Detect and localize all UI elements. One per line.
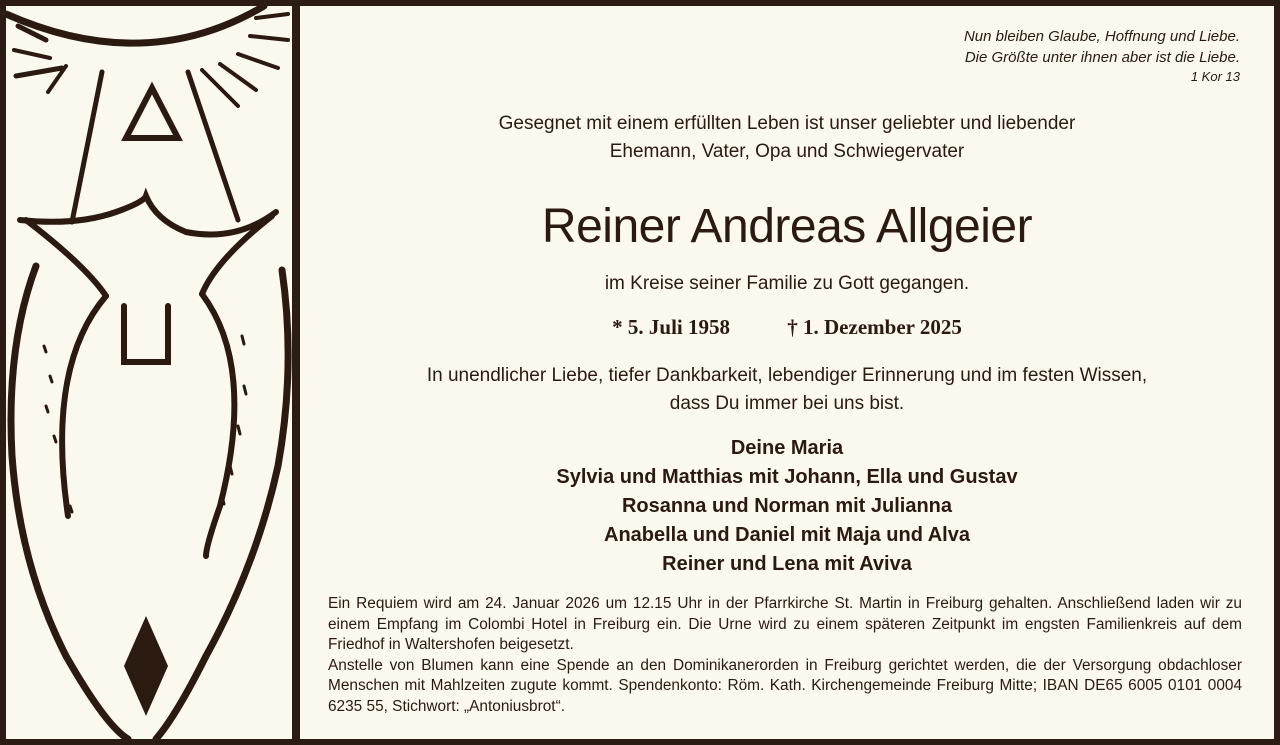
decorative-artwork-panel — [6, 6, 292, 739]
verse-reference: 1 Kor 13 — [1190, 69, 1240, 84]
life-dates — [300, 312, 1274, 342]
obituary-text-panel — [300, 6, 1274, 739]
donation-notice: Anstelle von Blumen kann eine Spende an den Dominikanerorden in Freiburg gerichtet werden, die der Versorgung obdachloser Menschen mit Mahlzeiten zugute kommt. Spendenkonto: Röm. Kath. Kirchengemeinde Freiburg Mitte; IBAN DE65 6005 0101 0004 6235 55, Stichwort: „Antoniusbrot“. — [328, 656, 1242, 715]
sun-and-figure-drawing — [6, 6, 292, 739]
family-line: Reiner und Lena mit Aviva — [662, 553, 912, 575]
family-line: Deine Maria — [730, 437, 844, 459]
birth-date: * 5. Juli 1958 — [612, 315, 731, 339]
family-signatures — [300, 434, 1274, 579]
family-line: Rosanna und Norman mit Julianna — [621, 495, 953, 517]
requiem-notice: Ein Requiem wird am 24. Januar 2026 um 12.15 Uhr in der Pfarrkirche St. Martin in Freiburg gehalten. Anschließend laden wir zu einem Empfang im Colombi Hotel in Freiburg ein. Die Urne wird zu einem späteren Zeitpunkt im engsten Familienkreis auf dem Friedhof in Waltershofen beigesetzt. — [328, 595, 1242, 653]
bible-verse — [964, 26, 1240, 85]
family-line: Anabella und Daniel mit Maja und Alva — [604, 524, 970, 546]
service-notes — [328, 594, 1242, 717]
deceased-name: Reiner Andreas Allgeier — [541, 200, 1033, 253]
passing-statement: im Kreise seiner Familie zu Gott gegangen. — [604, 273, 970, 294]
intro-line-2: Ehemann, Vater, Opa und Schwiegervater — [609, 141, 965, 162]
tribute-text — [300, 362, 1274, 418]
intro-text — [300, 110, 1274, 166]
tribute-line-2: dass Du immer bei uns bist. — [669, 393, 905, 414]
verse-line-2: Die Größte unter ihnen aber ist die Liebe. — [964, 49, 1240, 66]
verse-line-1: Nun bleiben Glaube, Hoffnung und Liebe. — [963, 28, 1240, 45]
tribute-line-1: In unendlicher Liebe, tiefer Dankbarkeit, lebendiger Erinnerung und im festen Wissen, — [426, 365, 1148, 386]
death-date: † 1. Dezember 2025 — [787, 315, 962, 339]
family-line: Sylvia und Matthias mit Johann, Ella und Gustav — [556, 466, 1018, 488]
intro-line-1: Gesegnet mit einem erfüllten Leben ist unser geliebter und liebender — [498, 113, 1076, 134]
